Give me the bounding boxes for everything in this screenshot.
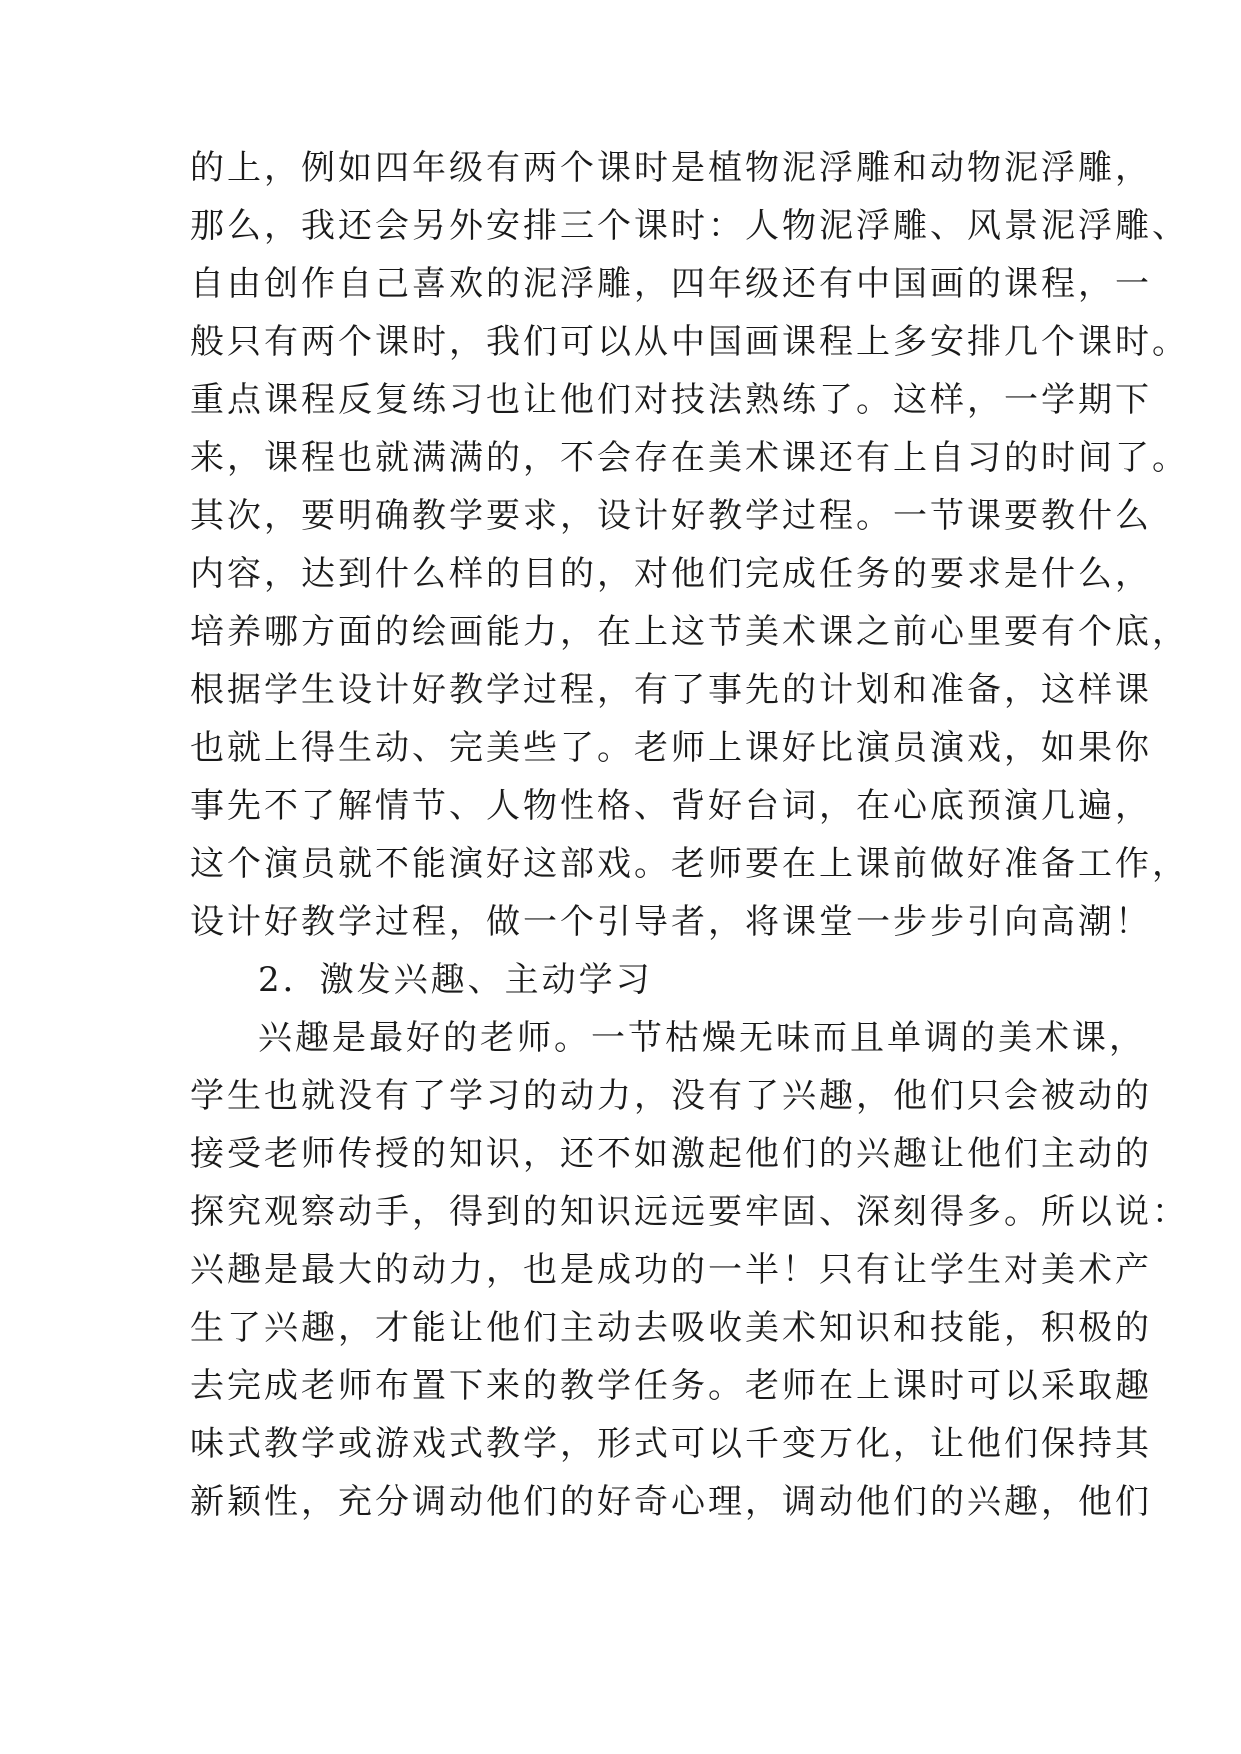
- text-line: 去完成老师布置下来的教学任务。老师在上课时可以采取趣: [190, 1366, 1152, 1406]
- text-line: 事先不了解情节、人物性格、背好台词，在心底预演几遍，: [190, 786, 1152, 826]
- text-line: 内容，达到什么样的目的，对他们完成任务的要求是什么，: [190, 554, 1152, 594]
- text-line: 兴趣是最好的老师。一节枯燥无味而且单调的美术课，: [258, 1018, 1146, 1058]
- text-line: 根据学生设计好教学过程，有了事先的计划和准备，这样课: [190, 670, 1152, 710]
- text-line: 新颖性，充分调动他们的好奇心理，调动他们的兴趣，他们: [190, 1482, 1152, 1522]
- text-line: 那么，我还会另外安排三个课时：人物泥浮雕、风景泥浮雕、: [190, 206, 1189, 246]
- text-line: 来，课程也就满满的，不会存在美术课还有上自习的时间了。: [190, 438, 1189, 478]
- text-line: 般只有两个课时，我们可以从中国画课程上多安排几个课时。: [190, 322, 1189, 362]
- text-line: 学生也就没有了学习的动力，没有了兴趣，他们只会被动的: [190, 1076, 1152, 1116]
- text-line: 也就上得生动、完美些了。老师上课好比演员演戏，如果你: [190, 728, 1152, 768]
- text-line: 兴趣是最大的动力，也是成功的一半！只有让学生对美术产: [190, 1250, 1152, 1290]
- text-line: 重点课程反复练习也让他们对技法熟练了。这样，一学期下: [190, 380, 1152, 420]
- text-line: 的上，例如四年级有两个课时是植物泥浮雕和动物泥浮雕，: [190, 148, 1152, 188]
- text-line: 培养哪方面的绘画能力，在上这节美术课之前心里要有个底，: [190, 612, 1189, 652]
- text-line: 自由创作自己喜欢的泥浮雕，四年级还有中国画的课程，一: [190, 264, 1152, 304]
- text-line: 味式教学或游戏式教学，形式可以千变万化，让他们保持其: [190, 1424, 1152, 1464]
- text-line: 设计好教学过程，做一个引导者，将课堂一步步引向高潮！: [190, 902, 1152, 942]
- text-line: 接受老师传授的知识，还不如激起他们的兴趣让他们主动的: [190, 1134, 1152, 1174]
- section-heading: 2．激发兴趣、主动学习: [258, 960, 653, 1000]
- text-line: 生了兴趣，才能让他们主动去吸收美术知识和技能，积极的: [190, 1308, 1152, 1348]
- text-line: 其次，要明确教学要求，设计好教学过程。一节课要教什么: [190, 496, 1152, 536]
- text-line: 这个演员就不能演好这部戏。老师要在上课前做好准备工作，: [190, 844, 1189, 884]
- text-line: 探究观察动手，得到的知识远远要牢固、深刻得多。所以说：: [190, 1192, 1189, 1232]
